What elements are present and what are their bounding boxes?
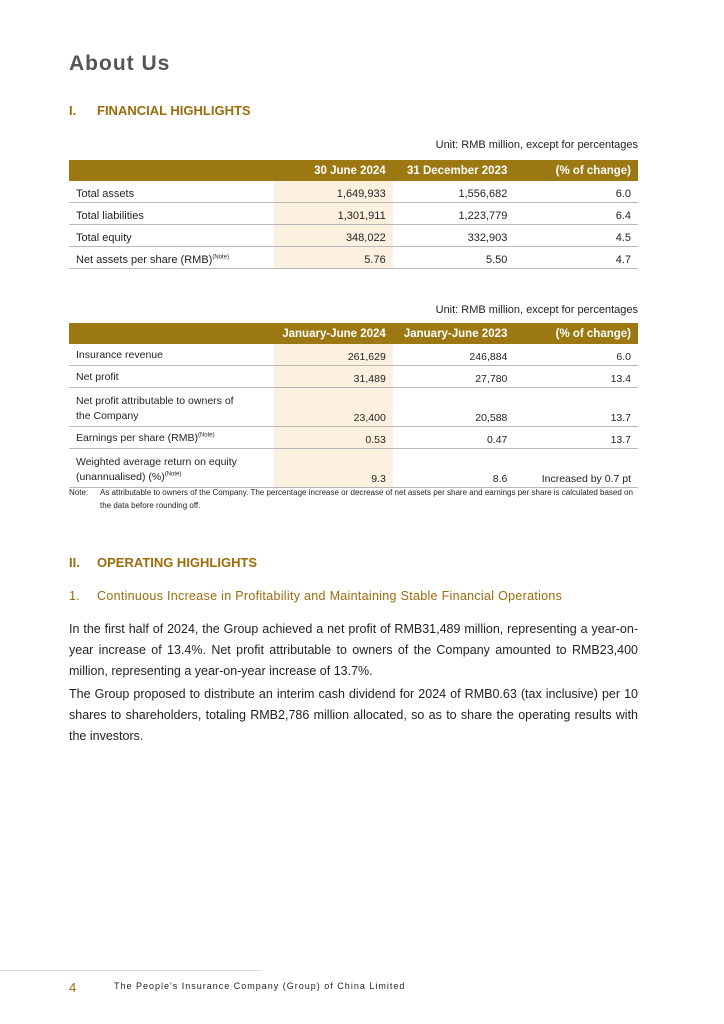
page-number: 4 [69, 980, 77, 995]
value-cell: 6.4 [514, 203, 638, 225]
section-number: II. [69, 555, 80, 570]
section-heading-financial-highlights [69, 103, 251, 118]
body-paragraph: The Group proposed to distribute an interim cash dividend for 2024 of RMB0.63 (tax inclusive) per 10 shares to shareholders, totaling RMB2,786 million allocated, so as to share the operating results with the investors. [69, 687, 638, 743]
table-row [69, 388, 638, 427]
row-label [69, 388, 274, 427]
value-cell: 8.6 [393, 449, 515, 488]
body-paragraph: In the first half of 2024, the Group achieved a net profit of RMB31,489 million, representing a year-on-year increase of 13.4%. Net profit attributable to owners of the Company amounted to RMB23,400 million, representing a year-on-year increase of 13.7%. [69, 622, 638, 678]
table-row [69, 181, 638, 203]
note-label: Note: [69, 488, 89, 497]
table-header-cell: (% of change) [514, 323, 638, 344]
table1-unit-note: Unit: RMB million, except for percentages [435, 139, 638, 151]
value-cell: 5.50 [393, 247, 515, 269]
row-label-line: Weighted average return on equity [76, 456, 237, 468]
row-label-line: Net profit attributable to owners of [76, 395, 234, 407]
table-header-cell: January-June 2023 [393, 323, 515, 344]
section-heading-operating-highlights [69, 555, 257, 570]
subsection-title: Continuous Increase in Profitability and Maintaining Stable Financial Operations [97, 589, 563, 603]
value-cell: 6.0 [514, 181, 638, 203]
table-footnote [69, 486, 638, 512]
value-cell: 348,022 [274, 225, 393, 247]
value-cell: 20,588 [393, 388, 515, 427]
table-row [69, 427, 638, 449]
value-cell: 5.76 [274, 247, 393, 269]
table-row [69, 449, 638, 488]
value-cell: 23,400 [274, 388, 393, 427]
row-label-text: Net assets per share (RMB) [76, 254, 213, 266]
table-row [69, 366, 638, 388]
table-row [69, 344, 638, 366]
value-cell: 0.53 [274, 427, 393, 449]
table-row [69, 225, 638, 247]
value-cell: 4.5 [514, 225, 638, 247]
subsection-number: 1. [69, 589, 81, 603]
row-label [69, 247, 274, 269]
note-marker: (Note) [164, 471, 182, 478]
row-label: Total equity [69, 225, 274, 247]
value-cell: 13.7 [514, 427, 638, 449]
row-label: Net profit [69, 366, 274, 388]
section-title: FINANCIAL HIGHLIGHTS [97, 103, 251, 118]
note-text: As attributable to owners of the Company. The percentage increase or decrease of net assets per share and earnings per share is calculated based on the data before rounding off. [100, 488, 633, 510]
value-cell: 1,556,682 [393, 181, 515, 203]
table-row [69, 247, 638, 269]
note-marker: (Note) [212, 254, 229, 261]
value-cell: 0.47 [393, 427, 515, 449]
row-label: Insurance revenue [69, 344, 274, 366]
section-number: I. [69, 103, 77, 118]
row-label [69, 427, 274, 449]
value-cell: 1,301,911 [274, 203, 393, 225]
value-cell: 1,649,933 [274, 181, 393, 203]
value-cell: 1,223,779 [393, 203, 515, 225]
value-cell: 13.4 [514, 366, 638, 388]
value-cell: 27,780 [393, 366, 515, 388]
table-header-cell: January-June 2024 [274, 323, 393, 344]
table-header-cell: 30 June 2024 [274, 160, 393, 181]
value-cell: 261,629 [274, 344, 393, 366]
table-header-cell: 31 December 2023 [393, 160, 515, 181]
value-cell: 31,489 [274, 366, 393, 388]
value-cell: 6.0 [514, 344, 638, 366]
value-cell: 13.7 [514, 388, 638, 427]
row-label: Total liabilities [69, 203, 274, 225]
row-label [69, 449, 274, 488]
value-cell: Increased by 0.7 pt [514, 449, 638, 488]
table2-unit-note: Unit: RMB million, except for percentages [435, 304, 638, 316]
section-title: OPERATING HIGHLIGHTS [97, 555, 258, 570]
table-header-row [69, 323, 638, 344]
table-header-cell [69, 160, 274, 181]
table-header-cell: (% of change) [514, 160, 638, 181]
page-title: About Us [69, 52, 171, 75]
row-label-text: Earnings per share (RMB) [76, 432, 198, 444]
table-header-row [69, 160, 638, 181]
row-label-line: (unannualised) (%) [76, 471, 165, 483]
value-cell: 4.7 [514, 247, 638, 269]
footer-divider [0, 970, 262, 971]
financial-position-table [69, 160, 638, 269]
value-cell: 332,903 [393, 225, 515, 247]
table-row [69, 203, 638, 225]
table-header-cell [69, 323, 274, 344]
subsection-heading [69, 589, 562, 603]
operating-results-table [69, 323, 638, 488]
note-marker: (Note) [197, 432, 215, 439]
value-cell: 246,884 [393, 344, 515, 366]
row-label-line: the Company [76, 410, 139, 422]
row-label: Total assets [69, 181, 274, 203]
value-cell: 9.3 [274, 449, 393, 488]
footer-company-name: The People's Insurance Company (Group) of China Limited [114, 981, 406, 991]
